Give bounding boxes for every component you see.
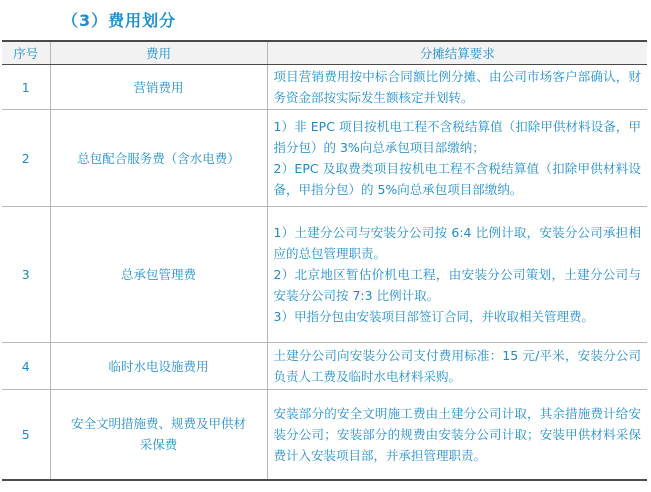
header-number: 序号 <box>2 41 50 65</box>
fee-requirement <box>267 207 647 343</box>
fee-name <box>50 390 267 480</box>
row-number: 2 <box>2 110 50 207</box>
requirement-line: 2）EPC 及取费类项目按机电工程不含税结算值（扣除甲供材料设备，甲指分包）的 5%向总承包项目部缴纳。 <box>273 161 641 197</box>
fee-name <box>50 65 267 110</box>
fee-requirement <box>267 65 647 110</box>
row-number: 4 <box>2 343 50 390</box>
table-row <box>2 65 647 110</box>
requirement-line: 3）甲指分包由安装项目部签订合同，并收取相关管理费。 <box>273 309 594 324</box>
fee-requirement <box>267 343 647 390</box>
row-number: 5 <box>2 390 50 480</box>
fee-name <box>50 207 267 343</box>
fee-name-line: 采保费 <box>139 437 178 453</box>
table-row <box>2 390 647 480</box>
table-row <box>2 343 647 390</box>
fee-allocation-table <box>2 40 647 481</box>
requirement-line: 1）土建分公司与安装分公司按 6:4 比例计取，安装分公司承担相应的总包管理职责。 <box>273 225 641 261</box>
fee-name-line: 安全文明措施费、规费及甲供材 <box>70 416 246 432</box>
fee-requirement <box>267 110 647 207</box>
fee-name-line: 营销费用 <box>133 79 184 95</box>
table-header-row <box>2 41 647 65</box>
table-row <box>2 110 647 207</box>
table-row <box>2 207 647 343</box>
requirement-line: 项目营销费用按中标合同额比例分摊、由公司市场客户部确认，财务资金部按实际发生额核定并划转。 <box>273 69 641 105</box>
fee-requirement <box>267 390 647 480</box>
header-requirement: 分摊结算要求 <box>267 41 647 65</box>
header-fee: 费用 <box>50 41 267 65</box>
row-number: 3 <box>2 207 50 343</box>
requirement-line: 1）非 EPC 项目按机电工程不含税结算值（扣除甲供材料设备，甲指分包）的 3%向总承包项目部缴纳； <box>273 119 641 155</box>
fee-name <box>50 343 267 390</box>
requirement-line: 安装部分的安全文明施工费由土建分公司计取，其余措施费计给安装分公司；安装部分的规费由安装分公司计取；安装甲供材料采保费计入安装项目部，并承担管理职责。 <box>273 405 641 463</box>
fee-name-line: 总承包管理费 <box>120 267 196 282</box>
requirement-line: 土建分公司向安装分公司支付费用标准：15 元/平米，安装分公司负责人工费及临时水电材料采购。 <box>273 348 641 384</box>
fee-name-line: 总包配合服务费（含水电费） <box>77 150 240 166</box>
section-title: （3）费用划分 <box>62 11 177 30</box>
fee-name-line: 临时水电设施费用 <box>108 358 209 374</box>
fee-name <box>50 110 267 207</box>
row-number: 1 <box>2 65 50 110</box>
requirement-line: 2）北京地区暂估价机电工程，由安装分公司策划，土建分公司与安装分公司按 7:3 比例计取。 <box>273 267 641 303</box>
